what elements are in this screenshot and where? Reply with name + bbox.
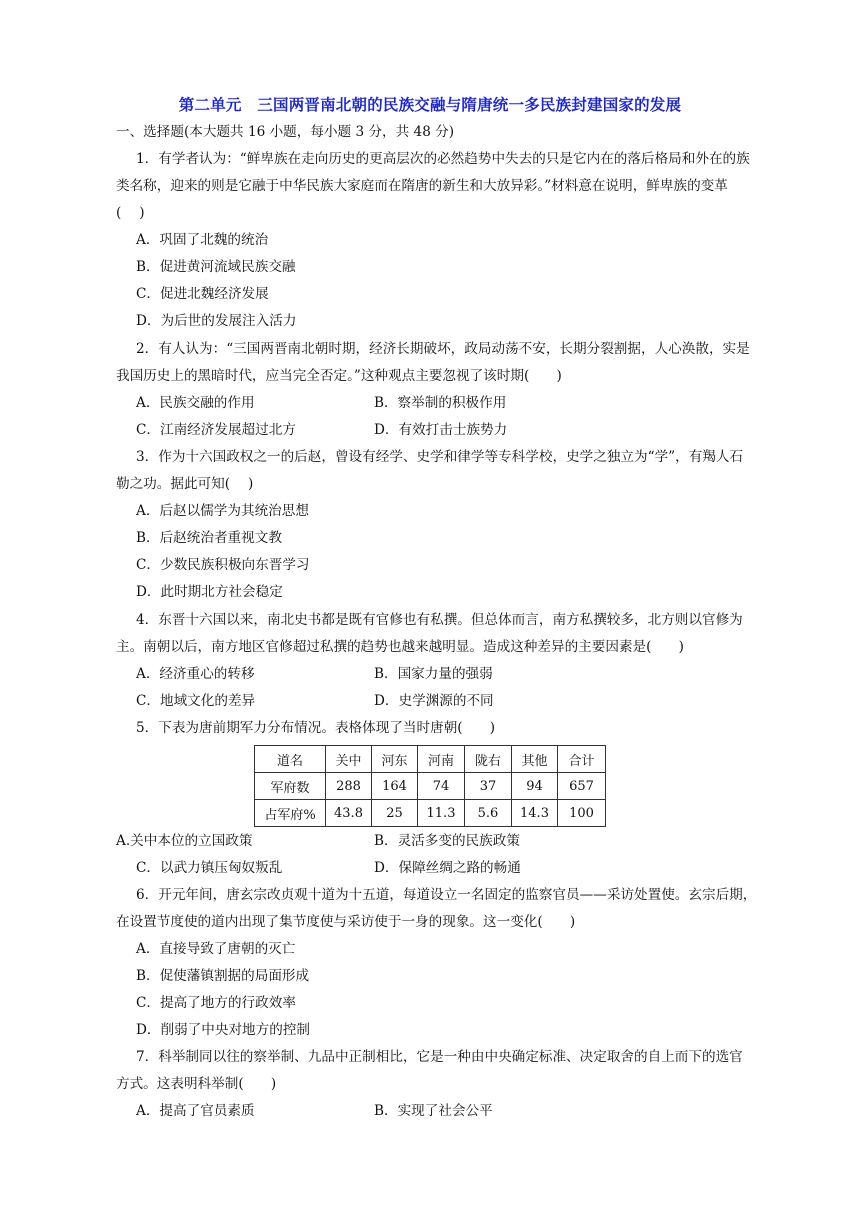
q1-option-d: D．为后世的发展注入活力 (136, 313, 297, 329)
table-cell: 43.8 (326, 800, 372, 827)
q1-stem-line2: 类名称，迎来的则是它融于中华民族大家庭而在隋唐的新生和大放异彩。”材料意在说明，鲜卑族的变革 (116, 178, 728, 194)
table-cell: 其他 (512, 746, 558, 773)
q3-stem-line2: 勒之功。据此可知( ) (116, 476, 254, 492)
table-cell: 100 (558, 800, 606, 827)
q4-option-d: D．史学渊源的不同 (374, 693, 494, 709)
q2-option-c: C．江南经济发展超过北方 (136, 422, 296, 438)
table-cell: 道名 (255, 746, 326, 773)
q7-stem-line1: 7．科举制同以往的察举制、九品中正制相比，它是一种由中央确定标准、决定取舍的自上而下的选官 (136, 1049, 743, 1065)
q3-option-c: C．少数民族积极向东晋学习 (136, 557, 310, 573)
q5-option-c: C．以武力镇压匈奴叛乱 (136, 860, 283, 876)
q3-stem-line1: 3．作为十六国政权之一的后赵，曾设有经学、史学和律学等专科学校，史学之独立为“学”，有羯人石 (136, 449, 744, 465)
q6-stem-line1: 6．开元年间，唐玄宗改贞观十道为十五道，每道设立一名固定的监察官员——采访处置使。玄宗后期， (136, 887, 757, 903)
table-cell: 657 (558, 773, 606, 800)
q7-stem-line2: 方式。这表明科举制( ) (116, 1076, 277, 1092)
table-cell: 5.6 (465, 800, 512, 827)
table-cell: 合计 (558, 746, 606, 773)
q4-option-b: B．国家力量的强弱 (374, 666, 493, 682)
q6-stem-line2: 在设置节度使的道内出现了集节度使与采访使于一身的现象。这一变化( ) (116, 914, 576, 930)
q1-option-b: B．促进黄河流域民族交融 (136, 259, 296, 275)
table-cell: 288 (326, 773, 372, 800)
q4-stem-line1: 4．东晋十六国以来，南北史书都是既有官修也有私撰。但总体而言，南方私撰较多，北方则以官修为 (136, 612, 743, 628)
q6-option-a: A．直接导致了唐朝的灭亡 (136, 941, 296, 957)
table-cell: 164 (372, 773, 418, 800)
q1-stem-line1: 1．有学者认为：“鲜卑族在走向历史的更高层次的必然趋势中失去的只是它内在的落后格局和外在的族 (136, 151, 750, 167)
military-distribution-table (254, 745, 606, 827)
q3-option-b: B．后赵统治者重视文教 (136, 530, 282, 546)
table-cell: 74 (418, 773, 465, 800)
table-cell: 37 (465, 773, 512, 800)
q7-option-b: B．实现了社会公平 (374, 1103, 493, 1119)
section-heading: 一、选择题(本大题共 16 小题，每小题 3 分，共 48 分) (116, 124, 455, 140)
table-cell: 河东 (372, 746, 418, 773)
table-cell: 94 (512, 773, 558, 800)
q2-stem-line1: 2．有人认为：“三国两晋南北朝时期，经济长期破坏，政局动荡不安，长期分裂割据，人心涣散，实是 (136, 341, 750, 357)
table-header-row (255, 746, 606, 773)
q5-stem-line1: 5．下表为唐前期军力分布情况。表格体现了当时唐朝( ) (136, 720, 496, 736)
q2-stem-line2: 我国历史上的黑暗时代，应当完全否定。”这种观点主要忽视了该时期( ) (116, 368, 562, 384)
q4-stem-line2: 主。南朝以后，南方地区官修超过私撰的趋势也越来越明显。造成这种差异的主要因素是( ) (116, 639, 684, 655)
q2-option-d: D．有效打击士族势力 (374, 422, 508, 438)
table-cell: 占军府% (255, 800, 326, 827)
q1-option-c: C．促进北魏经济发展 (136, 286, 269, 302)
q2-option-a: A．民族交融的作用 (136, 395, 255, 411)
q4-option-c: C．地域文化的差异 (136, 693, 256, 709)
table-cell: 关中 (326, 746, 372, 773)
q2-option-b: B．察举制的积极作用 (374, 395, 507, 411)
table-cell: 陇右 (465, 746, 512, 773)
unit-title: 第二单元 三国两晋南北朝的民族交融与隋唐统一多民族封建国家的发展 (178, 95, 682, 114)
table-cell: 14.3 (512, 800, 558, 827)
q6-option-d: D．削弱了中央对地方的控制 (136, 1022, 311, 1038)
q3-option-d: D．此时期北方社会稳定 (136, 584, 283, 600)
q3-option-a: A．后赵以儒学为其统治思想 (136, 503, 309, 519)
q6-option-b: B．促使藩镇割据的局面形成 (136, 968, 310, 984)
q4-option-a: A．经济重心的转移 (136, 666, 255, 682)
table-cell: 25 (372, 800, 418, 827)
table-row (255, 773, 606, 800)
q5-option-d: D．保障丝绸之路的畅通 (374, 860, 521, 876)
q6-option-c: C．提高了地方的行政效率 (136, 995, 296, 1011)
q5-option-b: B．灵活多变的民族政策 (374, 833, 520, 849)
table-row (255, 800, 606, 827)
table-cell: 河南 (418, 746, 465, 773)
q1-stem-line3: ( ) (116, 205, 145, 221)
q7-option-a: A．提高了官员素质 (136, 1103, 255, 1119)
table-cell: 11.3 (418, 800, 465, 827)
table-cell: 军府数 (255, 773, 326, 800)
q5-option-a: A.关中本位的立国政策 (116, 833, 253, 849)
q1-option-a: A．巩固了北魏的统治 (136, 232, 269, 248)
